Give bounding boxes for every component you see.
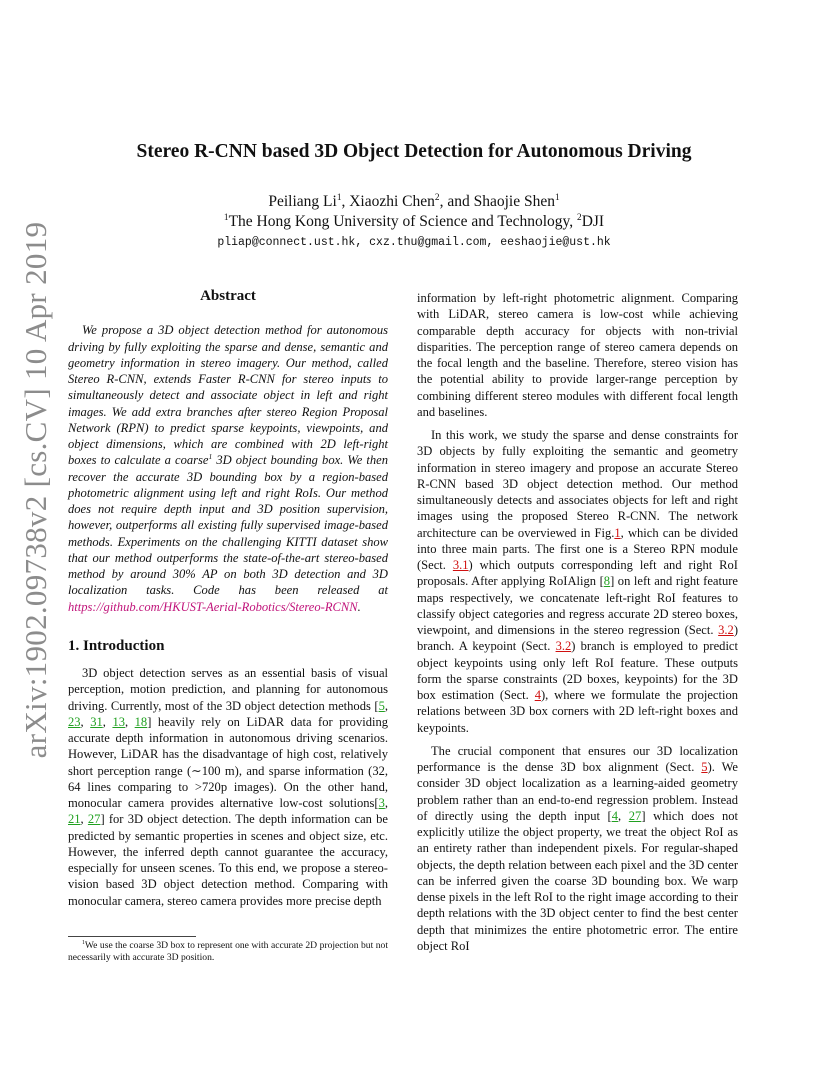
citation-link[interactable]: 3 [378,796,385,810]
affil-mark: 2 [577,212,582,223]
right-column [417,290,738,961]
paragraph-text: ) branch. A keypoint (Sect. [417,623,738,654]
paragraph-text: ] heavily rely on LiDAR data for providing accurate depth information in autonomous driving scenarios. However, LiDAR has the disadvantage of high cost, relatively short perception range (∼100 m), and sparse information (32, 64 lines comparing to >720p images). On the other hand, monocular camera provides alternative low-cost solutions[ [68,714,389,810]
arxiv-identifier: arXiv:1902.09738v2 [cs.CV] 10 Apr 2019 [18,221,53,759]
citation-link[interactable]: 21 [68,812,81,827]
paragraph-text: ). We consider 3D object localization as a learning-aided geometry problem rather than an end-to-end regression problem. Instead of directly using the depth input [ [417,760,738,823]
affil-name: DJI [581,213,605,230]
paragraph-text: , [124,714,135,729]
paragraph-text: , [618,808,629,823]
paragraph-text: , [384,698,388,713]
intro-paragraph-2 [417,427,738,736]
paragraph-text: ) which outputs corresponding left and right RoI proposals. After applying RoIAlign [ [417,558,738,589]
intro-paragraph-3 [417,743,738,954]
author-separator: , and [439,193,474,210]
author-affil-mark: 1 [554,192,560,203]
paragraph-text-part: ] for 3D object detection. The depth information can be predicted by semantic properties in scenes and object size, etc. However, the inferred depth cannot guarantee the accuracy, especially for unseen scenes. To this end, we propose a stereo-vision based 3D object detection method. Comparing with monocular camera, stereo camera provides more precise depth [68,812,388,908]
cross-reference-link[interactable]: 1 [614,525,621,540]
author-affil-mark: 2 [434,192,440,203]
footnote [68,940,388,964]
affil-name: The Hong Kong University of Science and Technology, [228,213,578,230]
cross-reference-link[interactable]: 4 [534,688,541,702]
footnote-marker[interactable]: 1 [208,452,213,462]
author-emails: pliap@connect.ust.hk, cxz.thu@gmail.com, eeshaojie@ust.hk [217,236,611,249]
citation-link[interactable]: 4 [611,808,619,823]
abstract-heading: Abstract [200,288,256,304]
author-affil-mark: 1 [336,192,342,203]
author-name: Peiliang Li [268,193,337,210]
paragraph-text: ] which does not explicitly utilize the object property, we treat the object RoI as an entirety rather than independent pixels. For regular-shaped objects, the depth relation between each pixel and the 3D center can be inferred given the coarse 3D bounding box. We warp dense pixels in the left RoI to the right image according to their depth relations with the 3D object center to find the best center depth that minimizes the entire photometric error. The entire object RoI [417,808,738,953]
paragraph-text: , [384,796,388,810]
citation-link[interactable]: 23 [68,714,81,729]
paragraph-text: The crucial component that ensures our 3D localization performance is the dense 3D box alignment (Sect. [417,743,738,774]
cross-reference-link[interactable]: 3.2 [718,623,734,637]
citation-link[interactable]: 5 [378,698,385,713]
citation-link[interactable]: 18 [134,714,148,729]
paragraph-text: ), where we formulate the projection relations between 3D box corners with 2D left-right boxes and keypoints. [417,688,738,735]
paragraph-text: , [80,714,91,729]
paragraph-text: , [80,812,88,827]
footnote-mark: 1 [82,939,85,946]
paragraph-text: 3D object detection serves as an essential basis of visual perception, motion prediction, and planning for autonomous driving. Currently, most of the 3D object detection methods [ [68,666,388,713]
author-separator: , [341,193,350,210]
footnote-rule [68,936,196,937]
citation-link[interactable]: 27 [87,812,101,827]
citation-link[interactable]: 8 [603,574,611,589]
abstract-text-part: We propose a 3D object detection method for autonomous driving by fully exploiting the sparse and dense, semantic and geometry information in stereo imagery. Our method, called Stereo R-CNN, extends Faster R-CNN for stereo inputs to simultaneously detect and associate object in left and right images. We add extra branches after stereo Region Proposal Network (RPN) to predict sparse keypoints, viewpoints, and object dimensions, which are combined with 2D left-right boxes to calculate a coarse [68,323,388,468]
author-list [0,193,828,211]
affiliations [0,213,828,231]
paragraph-text: In this work, we study the sparse and dense constraints for 3D objects by fully exploiting the semantic and geometry information in stereo imagery and propose an accurate Stereo R-CNN based 3D object detection method. Our method simultaneously detects and associates objects for left and right images using the proposed Stereo R-CNN. The network architecture can be overviewed in Fig. [417,428,738,540]
cross-reference-link[interactable]: 5 [701,760,708,774]
abstract-text [68,322,388,615]
paper-title: Stereo R-CNN based 3D Object Detection for Autonomous Driving [136,141,692,162]
paragraph-text: , which can be divided into three main parts. The first one is a Stereo RPN module (Sect. [417,525,738,572]
paragraph-text: ) branch is employed to predict object keypoints using only left RoI feature. These outputs form the sparse constraints (2D boxes, keypoints) for the 3D box estimation (Sect. [417,639,738,702]
section-heading-introduction: 1. Introduction [68,637,165,654]
footnote-text: We use the coarse 3D box to represent one with accurate 2D projection but not necessarily with accurate 3D position. [68,940,388,963]
code-link[interactable]: https://github.com/HKUST-Aerial-Robotics/Stereo-RCNN [68,599,358,614]
abstract-text-end: . [357,599,361,614]
author-name: Shaojie Shen [473,193,555,210]
paragraph-text: , [102,714,113,729]
author-name: Xiaozhi Chen [349,193,435,210]
citation-link[interactable]: 27 [628,808,642,823]
paragraph-text-part: information by left-right photometric alignment. Comparing with LiDAR, stereo camera is low-cost while achieving comparable depth accuracy for objects with non-trivial disparities. The perception range of stereo camera depends on the focal length and the baseline. Therefore, stereo vision has the potential ability to provide larger-range perception by combining different stereo modules with different focal length and baselines. [417,291,738,419]
abstract-text-part: 3D object bounding box. We then recover the accurate 3D bounding box by a region-based photometric alignment using left and right RoIs. Our method does not require depth input and 3D position supervision, however, outperforms all existing fully supervised image-based methods. Experiments on the challenging KITTI dataset show that our method outperforms the state-of-the-art stereo-based method by around 30% AP on both 3D detection and 3D localization tasks. Code has been released at [68,453,388,598]
paragraph-text: ] on left and right feature maps respectively, we concatenate left-right RoI features to classify object categories and regress accurate 2D stereo boxes, viewpoint, and dimensions in the stereo regression (Sect. [417,574,738,637]
citation-link[interactable]: 31 [90,714,103,729]
cross-reference-link[interactable]: 3.2 [555,639,572,654]
citation-link[interactable]: 13 [112,714,125,729]
affil-mark: 1 [223,212,229,223]
intro-paragraph-1-continued [417,290,738,420]
cross-reference-link[interactable]: 3.1 [452,558,469,572]
intro-paragraph-1 [68,665,388,909]
left-column [68,288,388,916]
